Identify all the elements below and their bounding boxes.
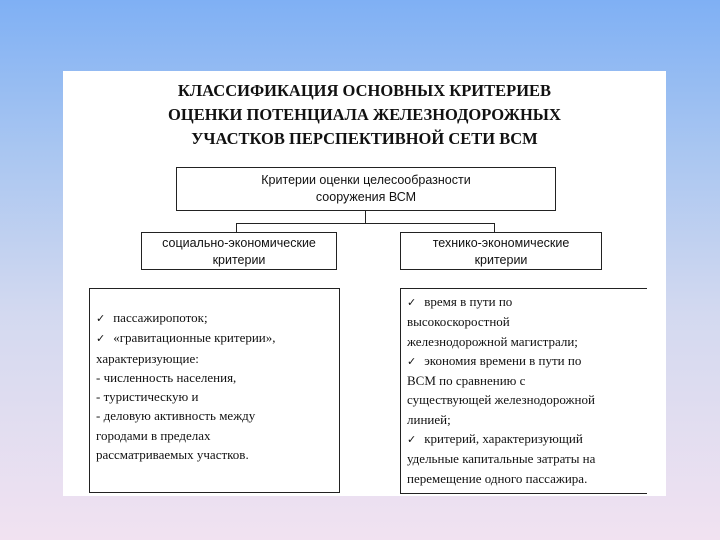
right-category-line-2: критерии [474, 253, 528, 267]
social-economic-criteria-box [141, 232, 337, 270]
list-item: ✓ пассажиропоток; [96, 310, 208, 325]
list-text: - туристическую и [96, 389, 199, 405]
root-line-2: сооружения ВСМ [315, 190, 417, 204]
list-text: существующей железнодорожной [407, 392, 595, 408]
list-text: - численность населения, [96, 369, 237, 385]
list-text: перемещение одного пассажира. [407, 470, 588, 486]
connector-horizontal [236, 223, 495, 224]
list-item: ✓ экономия времени в пути по [407, 352, 582, 368]
list-text: высокоскоростной [407, 314, 510, 330]
connector-left-down [236, 223, 237, 232]
list-text: - деловую активность между [96, 408, 256, 424]
social-economic-list [96, 308, 276, 464]
check-icon: ✓ [407, 433, 417, 447]
list-text: рассматриваемых участков. [96, 447, 249, 463]
technical-economic-criteria-box [400, 232, 602, 270]
title-line-1: КЛАССИФИКАЦИЯ ОСНОВНЫХ КРИТЕРИЕВ [177, 81, 552, 100]
diagram-sheet [63, 71, 666, 496]
title-line-2: ОЦЕНКИ ПОТЕНЦИАЛА ЖЕЛЕЗНОДОРОЖНЫХ [168, 105, 561, 124]
root-criteria-box [176, 167, 556, 211]
diagram-title [63, 79, 666, 151]
left-category-line-2: критерии [212, 253, 266, 267]
technical-economic-list [407, 292, 595, 488]
list-text: железнодорожной магистрали; [407, 333, 578, 349]
list-text: ВСМ по сравнению с [407, 373, 526, 389]
title-line-3: УЧАСТКОВ ПЕРСПЕКТИВНОЙ СЕТИ ВСМ [191, 129, 538, 148]
check-icon: ✓ [407, 354, 417, 368]
right-category-line-1: технико-экономические [432, 236, 570, 250]
check-icon: ✓ [96, 312, 106, 325]
list-item: ✓ критерий, характеризующий [407, 431, 583, 447]
list-item: ✓ «гравитационные критерии», [96, 330, 276, 346]
list-item: ✓ время в пути по [407, 294, 513, 309]
connector-right-down [494, 223, 495, 232]
root-line-1: Критерии оценки целесообразности [261, 173, 471, 187]
left-category-line-1: социально-экономические [162, 236, 316, 250]
list-text: городами в пределах [96, 427, 211, 443]
list-text: линией; [407, 411, 451, 427]
list-text: характеризующие: [96, 350, 199, 366]
check-icon: ✓ [96, 332, 106, 346]
list-text: удельные капитальные затраты на [407, 451, 596, 467]
check-icon: ✓ [407, 296, 417, 309]
connector-root-down [365, 211, 366, 223]
